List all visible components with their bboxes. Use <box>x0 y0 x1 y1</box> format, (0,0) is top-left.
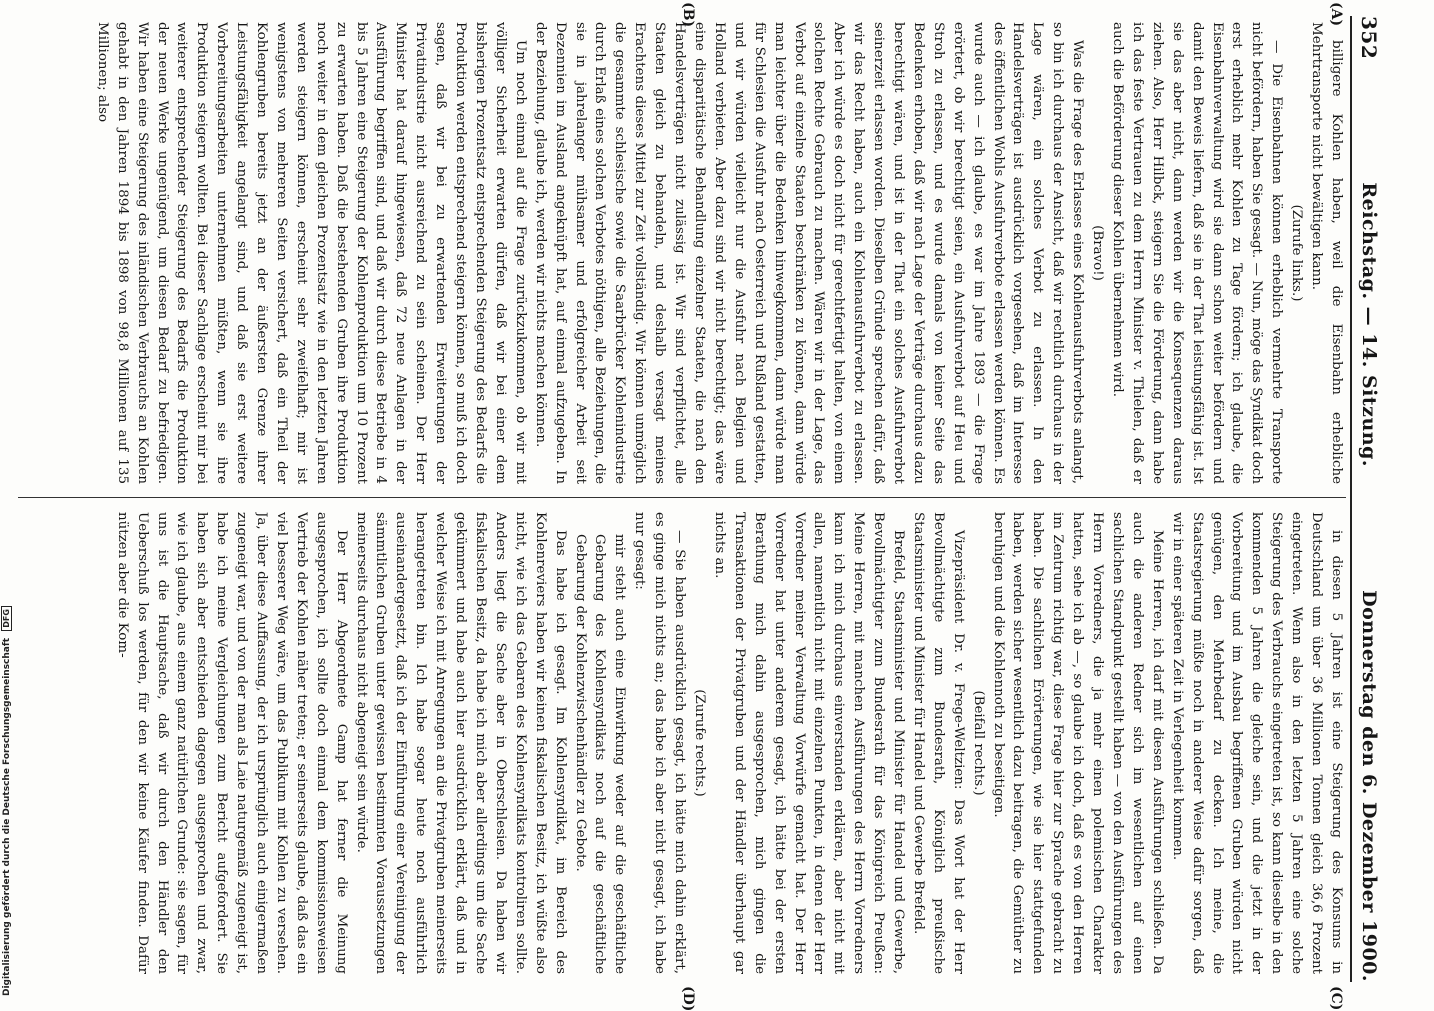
paragraph: — Sie haben ausdrücklich gesagt, ich hätte mich dahin erklärt, es ginge mich nichts an; das habe ich aber nicht gesagt, ich habe nur gesagt: <box>632 512 688 974</box>
paragraph: Was die Frage des Erlasses eines Kohlenausfuhrverbots anlangt, so bin ich durchaus der Ansicht, daß wir rechtlich durchaus in der Lage wären, ein solches Verbot zu erlassen. In den Handelsverträgen ist ausdrücklich vorgesehen, daß im Interesse des öffentlichen Wohls Ausfuhrverbote erlassen werden können. Es wurde auch — ich glaube, es war im Jahre 1893 — die Frage erörtert, ob wir berechtigt seien, ein Ausfuhrverbot auf Heu und Stroh zu erlassen, und es wurde damals von keiner Seite das Bedenken erhoben, daß wir nach Lage der Verträge durchaus dazu berechtigt wären, und ist in der That ein solches Ausfuhrverbot seinerzeit erlassen worden. Dieselben Gründe sprechen dafür, daß wir das Recht haben, auch ein Kohlenausfuhrverbot zu erlassen. Aber ich würde es doch nicht für gerechtfertigt halten, von einem solchen Rechte Gebrauch zu machen. Wären wir in der Lage, das Verbot auf einzelne Staaten beschränken zu können, dann würde man leichter über die Bedenken hinwegkommen, dann würde man für Schlesien die Ausfuhr nach Oesterreich und Rußland gestatten, und wir würden vielleicht nur die Ausfuhr nach Belgien und Holland verbieten. Aber dazu sind wir nicht berechtigt; das wäre eine disparitätische Behandlung einzelner Staaten, die nach den Handelsverträgen nicht zulässig ist. Wir sind verpflichtet, alle Staaten gleich zu behandeln, und deshalb versagt meines Erachtens dieses Mittel zur Zeit vollständig. Wir können unmöglich die gesammte schlesische sowie die Saarbrücker Kohlenindustrie durch Erlaß eines solchen Verbotes nöthigen, alle Beziehungen, die sie in jahrelanger mühsamer und erfolgreicher Arbeit seit Dezennien im Ausland angeknüpft hat, auf einmal aufzugeben. In der Beziehung, glaube ich, werden wir nichts machen können. <box>532 22 1086 484</box>
interjection: (Zurufe links.) <box>1289 204 1305 302</box>
paragraph: Brefeld, Staatsminister und Minister für Handel und Gewerbe, Bevollmächtigter zum Bundesrath für das Königreich Preußen: Meine Herren, mit manchen Ausführungen des Herrn Vorredners kann ich mich durchaus einverstanden erklären, aber nicht mit allen, namentlich nicht mit einzelnen Punkten, in denen der Herr Vorredner meiner Verwaltung Vorwürfe gemacht hat. Der Herr Vorredner hat unter anderem gesagt, ich hätte bei der ersten Berathung mich dahin ausgesprochen, mich gingen die Transaktionen der Privatgruben und der Händler überhaupt gar nichts an. <box>711 512 907 974</box>
margin-marker-a: (A) <box>1328 2 1344 27</box>
paragraph: Um noch einmal auf die Frage zurückzukommen, ob wir mit völliger Sicherheit erwarten dürfen, daß wir bei einer dem bisherigen Prozentsatz entsprechenden Steigerung des Bedarfs die Produktion werden entsprechend steigern können, so muß ich doch sagen, daß wir bei zu erwartenden Erweiterungen der Privatindustrie nicht ausreichend zu sein scheinen. Der Herr Minister hat darauf hingewiesen, daß 72 neue Anlagen in der Ausführung begriffen sind, und daß wir durch diese Betriebe in 4 bis 5 Jahren eine Steigerung der Kohlenproduktion um 10 Prozent zu erwarten haben. Daß die bestehenden Gruben ihre Produktion noch weiter in dem gleichen Prozentsatz wie in den letzten Jahren werden steigern können, erscheint sehr zweifelhaft; mir ist wenigstens von mehreren Seiten versichert, daß ein Theil der Kohlengruben bereits jetzt an der äußersten Grenze ihrer Leistungsfähigkeit angelangt sind, und daß sie erst weitere Vorbereitungsarbeiten unternehmen müßten, wenn sie ihre Produktion steigern wollten. Bei dieser Sachlage erscheint mir bei weiterer entsprechender Steigerung des Bedarfs die Produktion der neuen Werke ungenügend, um diesen Bedarf zu befriedigen. Wir haben eine Steigerung des inländischen Verbrauchs an Kohlen gehabt in den Jahren 1894 bis 1898 von 98,8 Millionen auf 135 Millionen; also <box>94 22 528 484</box>
paragraph: Der Herr Abgeordnete Gamp hat ferner die Meinung ausgesprochen, ich sollte doch einmal dem kommissionsweisen Vertrieb der Kohlen näher treten; er seinerseits glaube, daß das ein viel besserer Weg wäre, um das Publikum mit Kohlen zu versehen. Ja, über diese Auffassung, der ich ursprünglich auch einigermaßen zugeneigt war, und von der man als Laie naturgemäß zugeneigt ist, habe ich meine Vergleichungen zum Bericht aufgefordert. Sie haben sich aber entschieden dagegen ausgesprochen und zwar, wie ich glaube, aus einem ganz natürlichen Grunde: sie sagen, für uns ist die Hauptsache, daß wir durch den Händler den Ueberschuß los werden, für den wir keine Käufer finden. Dafür nützen aber die Kom- <box>114 512 349 974</box>
interjection: (Bravo!) <box>1090 225 1106 281</box>
paragraph: Das habe ich gesagt. Im Kohlensyndikat, im Bereich des Kohlenreviers haben wir keinen fiskalischen Besitz, ich wüßte also nicht, wie ich das Gebaren des Kohlensyndikats kontroliren sollte. Anders liegt die Sache aber in Oberschlesien. Da haben wir fiskalischen Besitz, da habe ich mich aber allerdings um die Sache gekümmert und habe auch hier ausdrücklich erklärt, daß und in welcher Weise ich mit Anregungen an die Privatgruben meinerseits herangetreten bin. Ich habe sogar heute noch ausführlich auseinandergesetzt, daß ich der Einführung einer Vereinigung der sämmtlichen Gruben unter gewissen bestimmten Voraussetzungen meinerseits durchaus nicht abgeneigt sein würde. <box>353 512 568 974</box>
page-title: Reichstag. — 14. Sitzung. <box>1358 182 1380 467</box>
margin-marker-d: (D) <box>680 986 696 1011</box>
dfg-logo: DFG <box>1 606 12 631</box>
interjection: (Beifall rechts.) <box>970 690 986 796</box>
right-column <box>18 512 1346 974</box>
paragraph: billigere Kohlen haben, weil die Eisenbahn erhebliche Mehrtransporte nicht bewältigen kann. <box>1309 22 1344 484</box>
margin-marker-b: (B) <box>680 2 696 28</box>
digitization-credit <box>1 606 12 996</box>
interjection: (Zurufe rechts.) <box>692 689 707 797</box>
paragraph: in diesen 5 Jahren ist eine Steigerung des Konsums in Deutschland um über 36 Millionen Tonnen gleich 36,6 Prozent eingetreten. Wenn also in den letzten 5 Jahren eine solche Steigerung des Verbrauchs eingetreten ist, so kann dieselbe in den kommenden 5 Jahren die gleiche sein, und die jetzt in der Vorbereitung und im Ausbau begriffenen Gruben würden nicht genügen, den Mehrbedarf zu decken. Ich meine, die Staatsregierung müßte noch in anderer Weise dafür sorgen, daß wir in einer späteren Zeit in Verlegenheit kommen. <box>1169 512 1344 974</box>
page-number: 352 <box>1357 16 1381 60</box>
left-column <box>18 22 1346 484</box>
paragraph: Vizepräsident Dr. v. Frege-Weltzien: Das Wort hat der Herr Bevollmächtigte zum Bundesrath, Königlich preußische Staatsminister und Minister für Handel und Gewerbe Brefeld. <box>910 512 966 974</box>
paragraph: mir steht auch eine Einwirkung weder auf die geschäftliche Gebarung des Kohlensyndikats noch auf die geschäftliche Gebarung der Kohlenzwischenhändler zu Gebote. <box>572 534 628 974</box>
margin-marker-c: (C) <box>1328 986 1344 1011</box>
paragraph: Meine Herren, ich darf mit diesen Ausführungen schließen. Da auch die anderen Redner sich im wesentlichen auf einen sachlichen Standpunkt gestellt haben — von den Ausführungen des Herrn Vorredners, die ja mehr einen polemischen Charakter hatten, sehe ich ab —, so glaube ich doch, daß es von den Herren im Zentrum richtig war, diese Frage hier zur Sprache gebracht zu haben. Die sachlichen Erörterungen, wie sie hier stattgefunden haben, werden sicher wesentlich dazu beitragen, die Gemüther zu beruhigen und die Kohlennoth zu beseitigen. <box>990 512 1165 974</box>
session-date: Donnerstag den 6. Dezember 1900. <box>1358 590 1380 982</box>
paragraph: — Die Eisenbahnen können erheblich vermehrte Transporte nicht befördern, haben Sie gesagt. — Nun, möge das Syndikat doch erst erheblich mehr Kohlen zu Tage fördern; ich glaube, die Eisenbahnverwaltung wird sie dann schon weiter befördern und damit den Beweis liefern, daß sie in der That leistungsfähig ist. Ist sie das aber nicht, dann werden wir die Konsequenzen daraus ziehen. Also, Herr Hilbck, steigern Sie die Förderung, dann habe ich das feste Vertrauen zu dem Herrn Minister v. Thielen, daß er auch die Beförderung dieser Kohlen übernehmen wird. <box>1110 22 1285 484</box>
digitization-text: Digitalisierung gefördert durch die Deutsche Forschungsgemeinschaft <box>2 637 12 996</box>
column-divider <box>18 497 1346 498</box>
running-head <box>1350 16 1386 982</box>
